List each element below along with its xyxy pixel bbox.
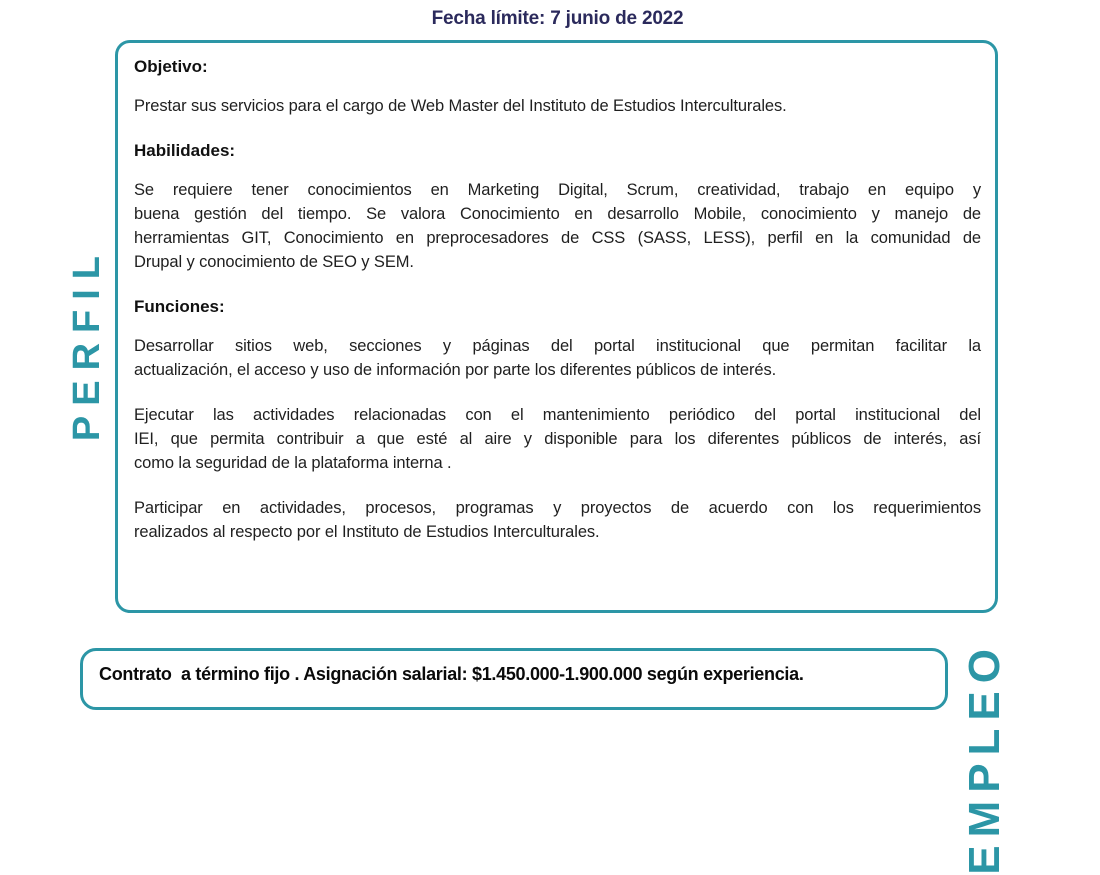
paragraph	[134, 334, 981, 382]
paragraph-line: Participar en actividades, procesos, programas y proyectos de acuerdo con los requerimientos	[134, 499, 981, 517]
deadline-title: Fecha límite: 7 junio de 2022	[431, 8, 684, 29]
paragraph-line: IEI, que permita contribuir a que esté al aire y disponible para los diferentes públicos de interés, así	[134, 430, 981, 448]
profile-box	[115, 40, 998, 613]
paragraph-line: Prestar sus servicios para el cargo de Web Master del Instituto de Estudios Interculturales.	[134, 97, 787, 115]
paragraph-line: Desarrollar sitios web, secciones y páginas del portal institucional que permitan facilitar la	[134, 337, 981, 355]
contract-box	[80, 648, 948, 710]
paragraph	[134, 403, 981, 475]
section-heading: Objetivo:	[134, 57, 208, 76]
paragraph-line: herramientas GIT, Conocimiento en preprocesadores de CSS (SASS, LESS), perfil en la comunidad de	[134, 229, 981, 247]
perfil-vertical-label: PERFIL	[66, 246, 108, 442]
paragraph-line: actualización, el acceso y uso de información por parte los diferentes públicos de interés.	[134, 361, 777, 379]
section-heading: Funciones:	[134, 297, 225, 316]
empleo-vertical-label: EMPLEO	[960, 641, 1009, 875]
contract-text: Contrato a término fijo . Asignación salarial: $1.450.000-1.900.000 según experiencia.	[99, 664, 804, 684]
paragraph-line: realizados al respecto por el Instituto de Estudios Interculturales.	[134, 523, 600, 541]
paragraph	[134, 178, 981, 274]
paragraph-line: Ejecutar las actividades relacionadas con el mantenimiento periódico del portal institucional del	[134, 406, 981, 424]
section-heading: Habilidades:	[134, 141, 236, 160]
profile-sections	[134, 55, 981, 544]
paragraph-line: Drupal y conocimiento de SEO y SEM.	[134, 253, 414, 271]
paragraph-line: Se requiere tener conocimientos en Marketing Digital, Scrum, creatividad, trabajo en equipo y	[134, 181, 981, 199]
paragraph	[134, 496, 981, 544]
paragraph-line: buena gestión del tiempo. Se valora Conocimiento en desarrollo Mobile, conocimiento y manejo de	[134, 205, 981, 223]
paragraph	[134, 94, 981, 118]
paragraph-line: como la seguridad de la plataforma interna .	[134, 454, 452, 472]
